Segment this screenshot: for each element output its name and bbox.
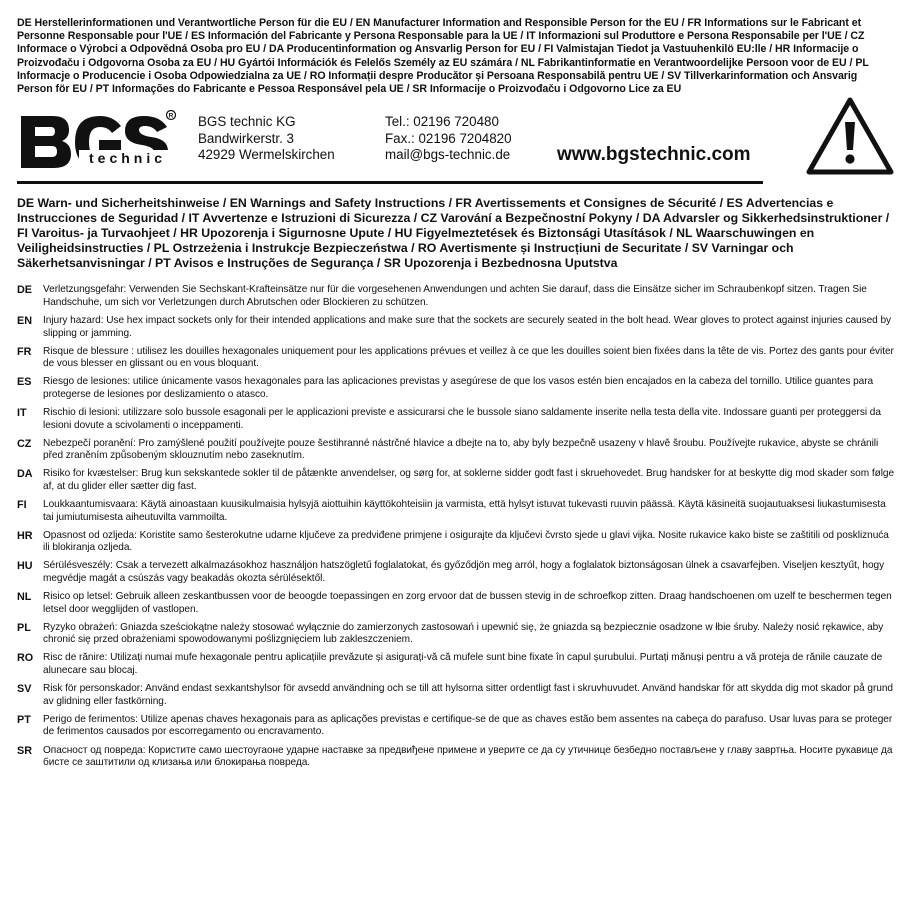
language-code: PL: [17, 621, 31, 634]
bgs-logo-graphic: [17, 110, 177, 176]
address-block: [198, 114, 335, 164]
warning-row: [17, 284, 895, 309]
contact-block: [385, 114, 512, 164]
warning-text: Risque de blessure : utilisez les douilles hexagonales uniquement pour les applications prévues et veillez à ce que les douilles soient bien fixées dans la tête de vis. Portez des gants pour éviter de vous blesser en glissant ou en vous bloquant.: [43, 345, 894, 370]
warning-row: [17, 468, 895, 493]
warning-text: Sérülésveszély: Csak a tervezett alkalmazásokhoz használjon hatszögletű foglalatokat, és győződjön meg arról, hogy a foglalatok biztonságosan ülnek a csavarfejben. Viseljen kesztyűt, hogy megvédje magát a csúszás vagy beakadás okozta sérülésektől.: [43, 560, 885, 584]
warning-text: Rischio di lesioni: utilizzare solo bussole esagonali per le applicazioni previste e assicurarsi che le bussole siano saldamente inserite nella testa della vite. Indossare guanti per proteggersi da lesioni dovute a scivolamenti o inceppamenti.: [43, 406, 881, 431]
warning-text: Risk för personskador: Använd endast sexkantshylsor för avsedd användning och se till att hylsorna sitter ordentligt fast i skruvhuvudet. Använd handskar för att skydda dig mot skador på grund av glidning eller fastkörning.: [43, 683, 893, 707]
website-link[interactable]: www.bgstechnic.com: [557, 144, 751, 166]
warning-row: [17, 683, 895, 708]
warning-row: [17, 530, 895, 555]
language-code: PT: [17, 713, 31, 726]
bgs-logo: [17, 110, 177, 176]
warning-text: Risiko for kvæstelser: Brug kun sekskantede sokler til de påtænkte anvendelser, og sørg for, at soklerne sidder godt fast i skruehovedet. Brug handsker for at beskytte dig mod skader som følge af, at du glider eller sætter dig fast.: [43, 468, 895, 492]
warning-text: Risico op letsel: Gebruik alleen zeskantbussen voor de beoogde toepassingen en zorg ervoor dat de bussen stevig in de schroefkop zitten. Draag handschoenen om uzelf te beschermen tegen letsel door wegglijden of vastlopen.: [43, 591, 892, 615]
phone-number: Tel.: 02196 720480: [385, 114, 499, 130]
warning-row: [17, 376, 895, 401]
language-code: SR: [17, 744, 32, 757]
warning-row: [17, 560, 895, 585]
language-code: CZ: [17, 437, 32, 450]
language-code: SV: [17, 683, 32, 696]
warning-text: Opasnost od ozljeda: Koristite samo šesterokutne udarne ključeve za predviđene primjene i osigurajte da ključevi čvrsto sjede u glavi vijka. Nosite rukavice kako biste se zaštitili od poskliznuća ili blokiranja ozljeda.: [43, 529, 889, 554]
warning-text: Riesgo de lesiones: utilice únicamente vasos hexagonales para las aplicaciones previstas y asegúrese de que los vasos estén bien encajados en la cabeza del tornillo. Utilice guantes para protegerse de lesiones por deslizamiento o atasco.: [43, 376, 874, 400]
language-code: IT: [17, 406, 27, 419]
warning-triangle-icon: [806, 96, 894, 176]
svg-text:R: R: [168, 112, 174, 120]
warning-row: [17, 745, 895, 770]
language-code: NL: [17, 591, 32, 604]
warning-row: [17, 499, 895, 524]
manufacturer-info-heading: DE Herstellerinformationen und Verantwortliche Person für die EU / EN Manufacturer Information and Responsible Person for the EU / FR Informations sur le Fabricant et Personne Responsable pour l'UE / ES Información del Fabricante y Persona Responsable para la UE / IT Informazioni sul Produttore e Persona Responsabile per l'UE / CZ Informace o Výrobci a Odpovědná Osoba pro EU / DA Producentinformation og Ansvarlig Person for EU / FI Valmistajan Tiedot ja Vastuuhenkilö EU:lle / HR Informacije o Proizvođaču i Odgovorna Osoba za EU / HU Gyártói Információk és Felelős Személy az EU számára / NL Fabrikantinformatie en Verantwoordelijke Persoon voor de EU / PL Informacje o Producencie i Osoba Odpowiedzialna za UE / RO Informații despre Producător și Persoana Responsabilă pentru UE / SV Tillverkarinformation och Ansvarig Person för EU / PT Informações do Fabricante e Pessoa Responsável pela UE / SR Informacije o Proizvođaču i Odgovorno Lice za EU: [17, 17, 869, 96]
warning-row: [17, 622, 895, 647]
fax-number: Fax.: 02196 7204820: [385, 130, 512, 146]
warning-text: Опасност од повреда: Користите само шестоугаоне ударне наставке за предвиђене примене и уверите се да су утичнице безбедно постављене у главу завртња. Носите рукавице да бисте се заштитили од клизања или блокирања повреда.: [43, 744, 893, 769]
warning-row: [17, 438, 895, 463]
language-code: HR: [17, 529, 33, 542]
city-address: 42929 Wermelskirchen: [198, 147, 335, 163]
language-code: ES: [17, 376, 32, 389]
company-name: BGS technic KG: [198, 114, 296, 130]
language-code: FI: [17, 499, 27, 512]
warning-text: Verletzungsgefahr: Verwenden Sie Sechskant-Krafteinsätze nur für die vorgesehenen Anwendungen und achten Sie darauf, dass die Einsätze sicher im Schraubenkopf sitzen. Tragen Sie Handschuhe, um sich vor Verletzungen durch Abrutschen oder Blockieren zu schützen.: [43, 284, 867, 308]
warning-row: [17, 652, 895, 677]
language-code: DA: [17, 468, 33, 481]
warning-row: [17, 346, 895, 371]
company-header: [17, 110, 895, 210]
warning-row: [17, 714, 895, 739]
warning-text: Risc de rănire: Utilizați numai mufe hexagonale pentru aplicațiile prevăzute și asigurați-vă că mufele sunt bine fixate în capul șurubului. Purtați mănuși pentru a vă proteja de rănile cauzate de alunecare sau blocaj.: [43, 652, 883, 677]
warnings-list: [17, 284, 895, 770]
language-code: DE: [17, 284, 32, 297]
warning-row: [17, 407, 895, 432]
warning-text: Injury hazard: Use hex impact sockets only for their intended applications and make sure that the sockets are securely seated in the bolt head. Wear gloves to protect against injuries caused by slipping or jamming.: [43, 314, 892, 339]
warning-row: [17, 591, 895, 616]
warning-text: Nebezpečí poranění: Pro zamýšlené použití používejte pouze šestihranné nástrčné hlavice a dbejte na to, aby byly bezpečně usazeny v hlavě šroubu. Používejte rukavice, abyste se chránili před zraněním způsobeným sklouznutím nebo zaseknutím.: [43, 437, 879, 462]
language-code: HU: [17, 560, 33, 573]
warning-row: [17, 315, 895, 340]
logo-subtitle: technic: [89, 150, 167, 167]
street-address: Bandwirkerstr. 3: [198, 130, 295, 146]
document-page: [17, 17, 895, 775]
warning-text: Ryzyko obrażeń: Gniazda sześciokątne należy stosować wyłącznie do zamierzonych zastosowań i upewnić się, że gniazda są bezpiecznie osadzone w łbie śruby. Należy nosić rękawice, aby chronić się przed obrażeniami spowodowanymi poślizgnięciem lub zakleszczeniem.: [43, 621, 884, 646]
language-code: FR: [17, 345, 32, 358]
warning-text: Perigo de ferimentos: Utilize apenas chaves hexagonais para as aplicações previstas e certifique-se de que as chaves estão bem assentes na cabeça do parafuso. Usar luvas para se proteger de ferimentos causados por escorregamento ou encravamento.: [43, 713, 893, 738]
warning-text: Loukkaantumisvaara: Käytä ainoastaan kuusikulmaisia hylsyjä aiottuihin käyttökohteisiin ja varmista, että hylsyt istuvat tukevasti ruuvin päässä. Käytä käsineitä suojautuaksesi liukastumisesta tai jumiutumisesta aiheutuvilta vammoilta.: [43, 499, 886, 523]
language-code: EN: [17, 314, 32, 327]
warnings-heading: DE Warn- und Sicherheitshinweise / EN Warnings and Safety Instructions / FR Avertissements et Consignes de Sécurité / ES Advertencias e Instrucciones de Seguridad / IT Avvertenze e Istruzioni di Sicurezza / CZ Varování a Bezpečnostní Pokyny / DA Advarsler og Sikkerhedsinstruktioner / FI Varoitus- ja Turvaohjeet / HR Upozorenja i Sigurnosne Upute / HU Figyelmeztetések és Biztonsági Utasítások / NL Waarschuwingen en Veiligheidsinstructies / PL Ostrzeżenia i Instrukcje Bezpieczeństwa / RO Avertismente și Instrucțiuni de Securitate / SV Varningar och Säkerhetsanvisningar / PT Avisos e Instruções de Segurança / SR Upozorenja i Bezbednosna Uputstva: [17, 196, 890, 271]
header-divider: [17, 181, 763, 184]
language-code: RO: [17, 652, 34, 665]
email-address: mail@bgs-technic.de: [385, 147, 511, 163]
